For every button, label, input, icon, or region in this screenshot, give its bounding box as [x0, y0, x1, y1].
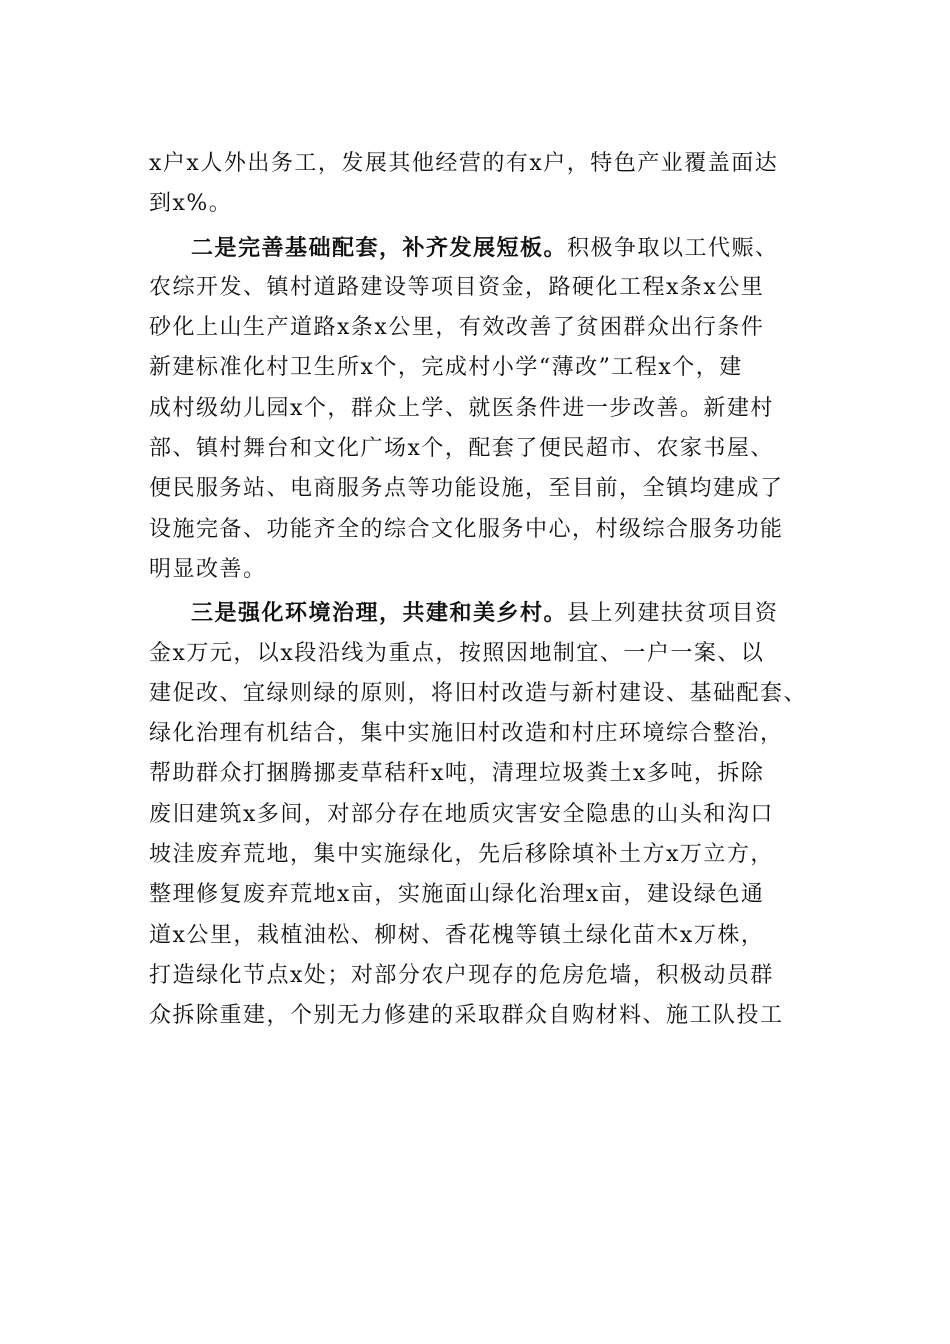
- text-line: 设施完备、功能齐全的综合文化服务中心，村级综合服务功能: [149, 516, 784, 542]
- text-line: 帮助群众打捆腾挪麦草秸秆x吨，清理垃圾粪土x多吨，拆除: [149, 761, 765, 787]
- text-line: 新建标准化村卫生所x个，完成村小学“薄改”工程x个，建: [149, 355, 743, 381]
- text-line: 道x公里，栽植油松、柳树、香花槐等镇土绿化苗木x万株，: [149, 922, 765, 948]
- paragraph-first-line: [149, 593, 829, 633]
- text-line: 众拆除重建，个别无力修建的采取群众自购材料、施工队投工: [149, 1003, 784, 1029]
- text-line: 金x万元，以x段沿线为重点，按照因地制宜、一户一案、以: [149, 640, 765, 666]
- paragraph-section-2: [149, 228, 829, 591]
- section-2-heading: 二是完善基础配套，补齐发展短板。: [191, 234, 568, 261]
- text-line: 便民服务站、电商服务点等功能设施，至目前，全镇均建成了: [149, 476, 784, 502]
- text-run: 积极争取以工代赈、: [567, 235, 779, 261]
- text-line: 绿化治理有机结合，集中实施旧村改造和村庄环境综合整治，: [149, 721, 784, 747]
- text-line: 整理修复废弃荒地x亩，实施面山绿化治理x亩，建设绿色通: [149, 882, 765, 908]
- text-run: 县上列建扶贫项目资: [567, 601, 779, 627]
- text-line: 农综开发、镇村道路建设等项目资金，路硬化工程x条x公里: [149, 274, 765, 300]
- paragraph-first-line: [149, 228, 829, 268]
- text-line: x户x人外出务工，发展其他经营的有x户，特色产业覆盖面达: [149, 151, 779, 176]
- text-line: 打造绿化节点x处；对部分农户现存的危房危墙，积极动员群: [149, 962, 774, 988]
- paragraph-section-3: [149, 593, 829, 1036]
- text-line: 明显改善。: [149, 556, 267, 582]
- text-line: 废旧建筑x多间，对部分存在地质灾害安全隐患的山头和沟口: [149, 801, 774, 827]
- text-line: 坡洼废弃荒地，集中实施绿化，先后移除填补土方x万立方，: [149, 842, 774, 868]
- paragraph-intro: [149, 144, 829, 225]
- text-line: 砂化上山生产道路x条x公里，有效改善了贫困群众出行条件: [149, 315, 765, 341]
- text-line: 成村级幼儿园x个，群众上学、就医条件进一步改善。新建村: [149, 395, 774, 421]
- text-line: 建促改、宜绿则绿的原则，将旧村改造与新村建设、基础配套、: [149, 680, 808, 706]
- text-line: 部、镇村舞台和文化广场x个，配套了便民超市、农家书屋、: [149, 436, 774, 462]
- document-body: [149, 144, 829, 1037]
- section-3-heading: 三是强化环境治理，共建和美乡村。: [191, 600, 568, 627]
- text-line: 到x%。: [149, 191, 233, 217]
